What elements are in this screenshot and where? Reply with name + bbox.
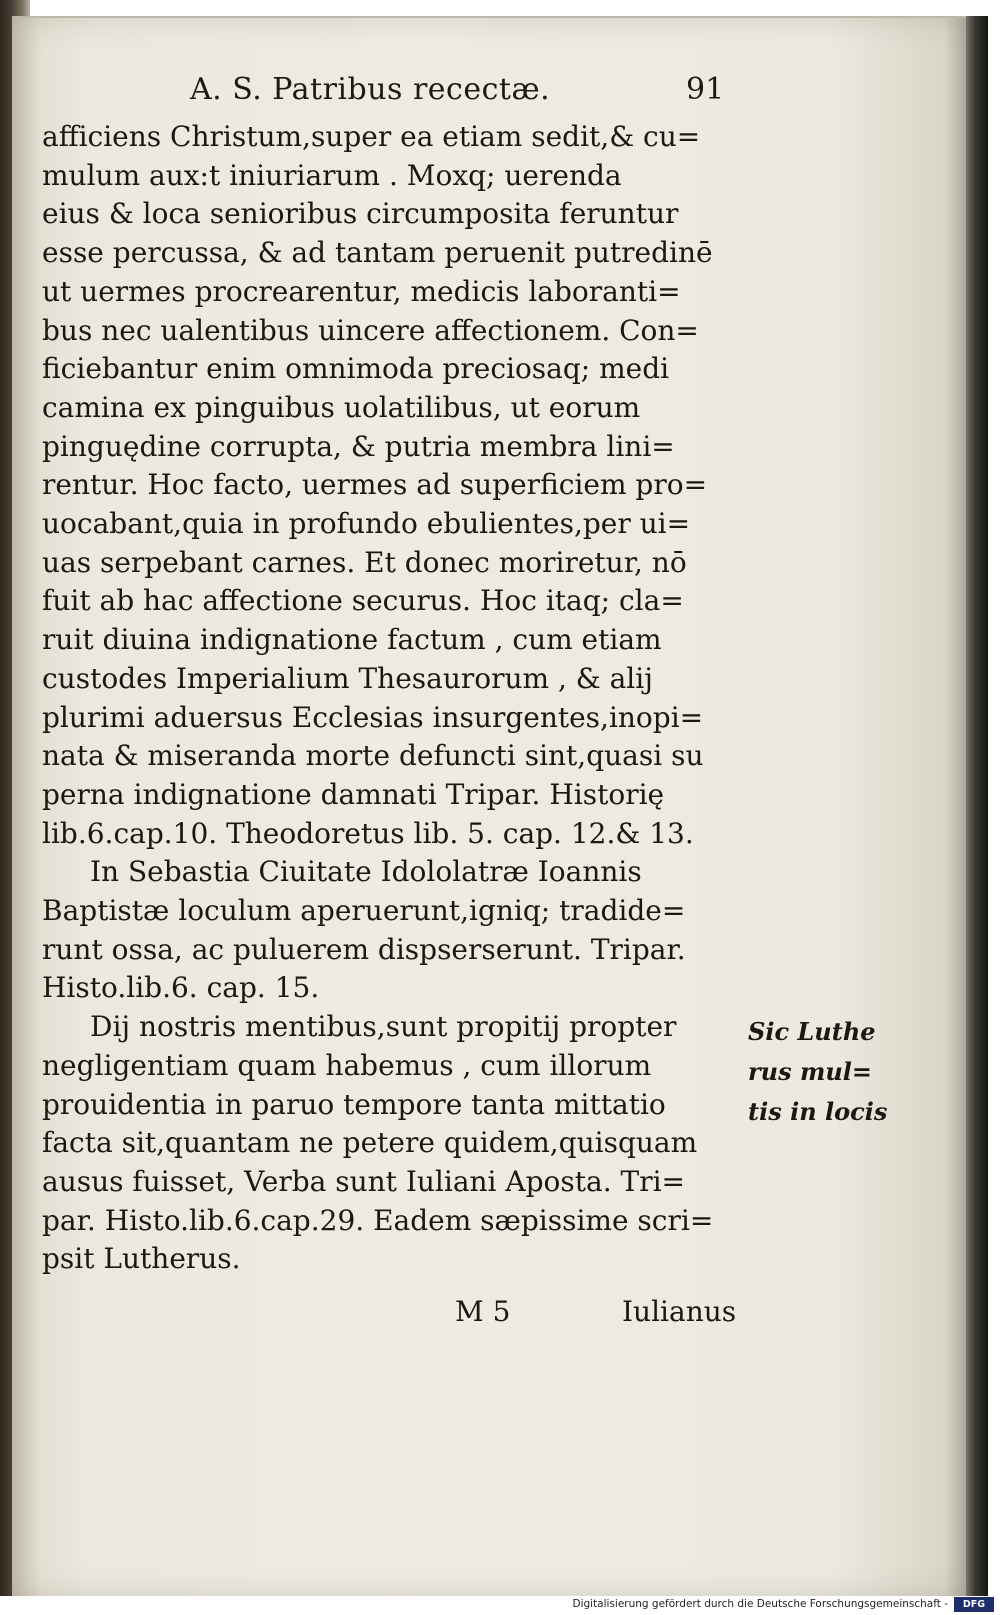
text-line: ut uermes procrearentur, medicis laboranti= <box>42 274 681 308</box>
marginal-note <box>748 1012 888 1132</box>
page-header <box>0 64 1000 114</box>
text-line: Dij nostris mentibus,sunt propitij propter <box>90 1010 677 1044</box>
text-line: ficiebantur enim omnimoda preciosaq; medi <box>42 352 670 386</box>
text-line: facta sit,quantam ne petere quidem,quisquam <box>42 1126 698 1160</box>
text-line: fuit ab hac affectione securus. Hoc itaq; cla= <box>42 584 684 618</box>
text-line: perna indignatione damnati Tripar. Historię <box>42 777 665 811</box>
text-line: runt ossa, ac puluerem dispserserunt. Tripar. <box>42 932 686 966</box>
text-line: afficiens Christum,super ea etiam sedit,& cu= <box>42 120 701 153</box>
catchword: Iulianus <box>622 1295 737 1328</box>
text-line: mulum aux:t iniuriarum . Moxq; uerenda <box>42 158 622 192</box>
catchline <box>0 1295 1000 1335</box>
marginal-note-line: tis in locis <box>748 1097 888 1126</box>
text-line: prouidentia in paruo tempore tanta mittatio <box>42 1087 666 1121</box>
text-line: camina ex pinguibus uolatilibus, ut eorum <box>42 390 641 424</box>
text-line: ausus fuisset, Verba sunt Iuliani Aposta. Tri= <box>42 1164 686 1198</box>
running-head: A. S. Patribus recectæ. <box>190 72 551 107</box>
marginal-note-line: rus mul= <box>748 1057 873 1086</box>
text-line: lib.6.cap.10. Theodoretus lib. 5. cap. 12.& 13. <box>42 816 694 850</box>
text-line: uocabant,quia in profundo ebulientes,per ui= <box>42 507 691 541</box>
dfg-logo: DFG <box>954 1597 994 1612</box>
text-line: esse percussa, & ad tantam peruenit putredinē <box>42 236 713 270</box>
text-line: Histo.lib.6. cap. 15. <box>42 971 320 1005</box>
text-line: uas serpebant carnes. Et donec moriretur, nō <box>42 545 687 579</box>
text-line: Baptistæ loculum aperuerunt,igniq; tradide= <box>42 894 686 928</box>
text-line: rentur. Hoc facto, uermes ad superficiem pro= <box>42 468 708 502</box>
page-edge-shadow <box>966 16 988 1596</box>
text-line: eius & loca senioribus circumposita feruntur <box>42 197 679 231</box>
text-line: ruit diuina indignatione factum , cum etiam <box>42 623 662 657</box>
text-line: pinguędine corrupta, & putria membra lini= <box>42 429 675 463</box>
main-text-block <box>42 118 777 1279</box>
text-line: bus nec ualentibus uincere affectionem. Con= <box>42 313 699 347</box>
marginal-note-line: Sic Luthe <box>748 1017 876 1046</box>
text-line: negligentiam quam habemus , cum illorum <box>42 1048 652 1082</box>
text-line: par. Histo.lib.6.cap.29. Eadem sæpissime scri= <box>42 1203 714 1237</box>
signature-mark: M 5 <box>455 1295 511 1328</box>
text-line: psit Lutherus. <box>42 1242 241 1276</box>
funding-credit: Digitalisierung gefördert durch die Deutsche Forschungsgemeinschaft - <box>572 1598 948 1610</box>
text-line: nata & miseranda morte defuncti sint,quasi su <box>42 739 704 773</box>
text-line: custodes Imperialium Thesaurorum , & alij <box>42 661 653 695</box>
digitization-footer <box>0 1596 1000 1615</box>
page-number: 91 <box>686 72 725 107</box>
text-line: plurimi aduersus Ecclesias insurgentes,inopi= <box>42 700 704 734</box>
text-line: In Sebastia Ciuitate Idololatræ Ioannis <box>90 855 642 889</box>
